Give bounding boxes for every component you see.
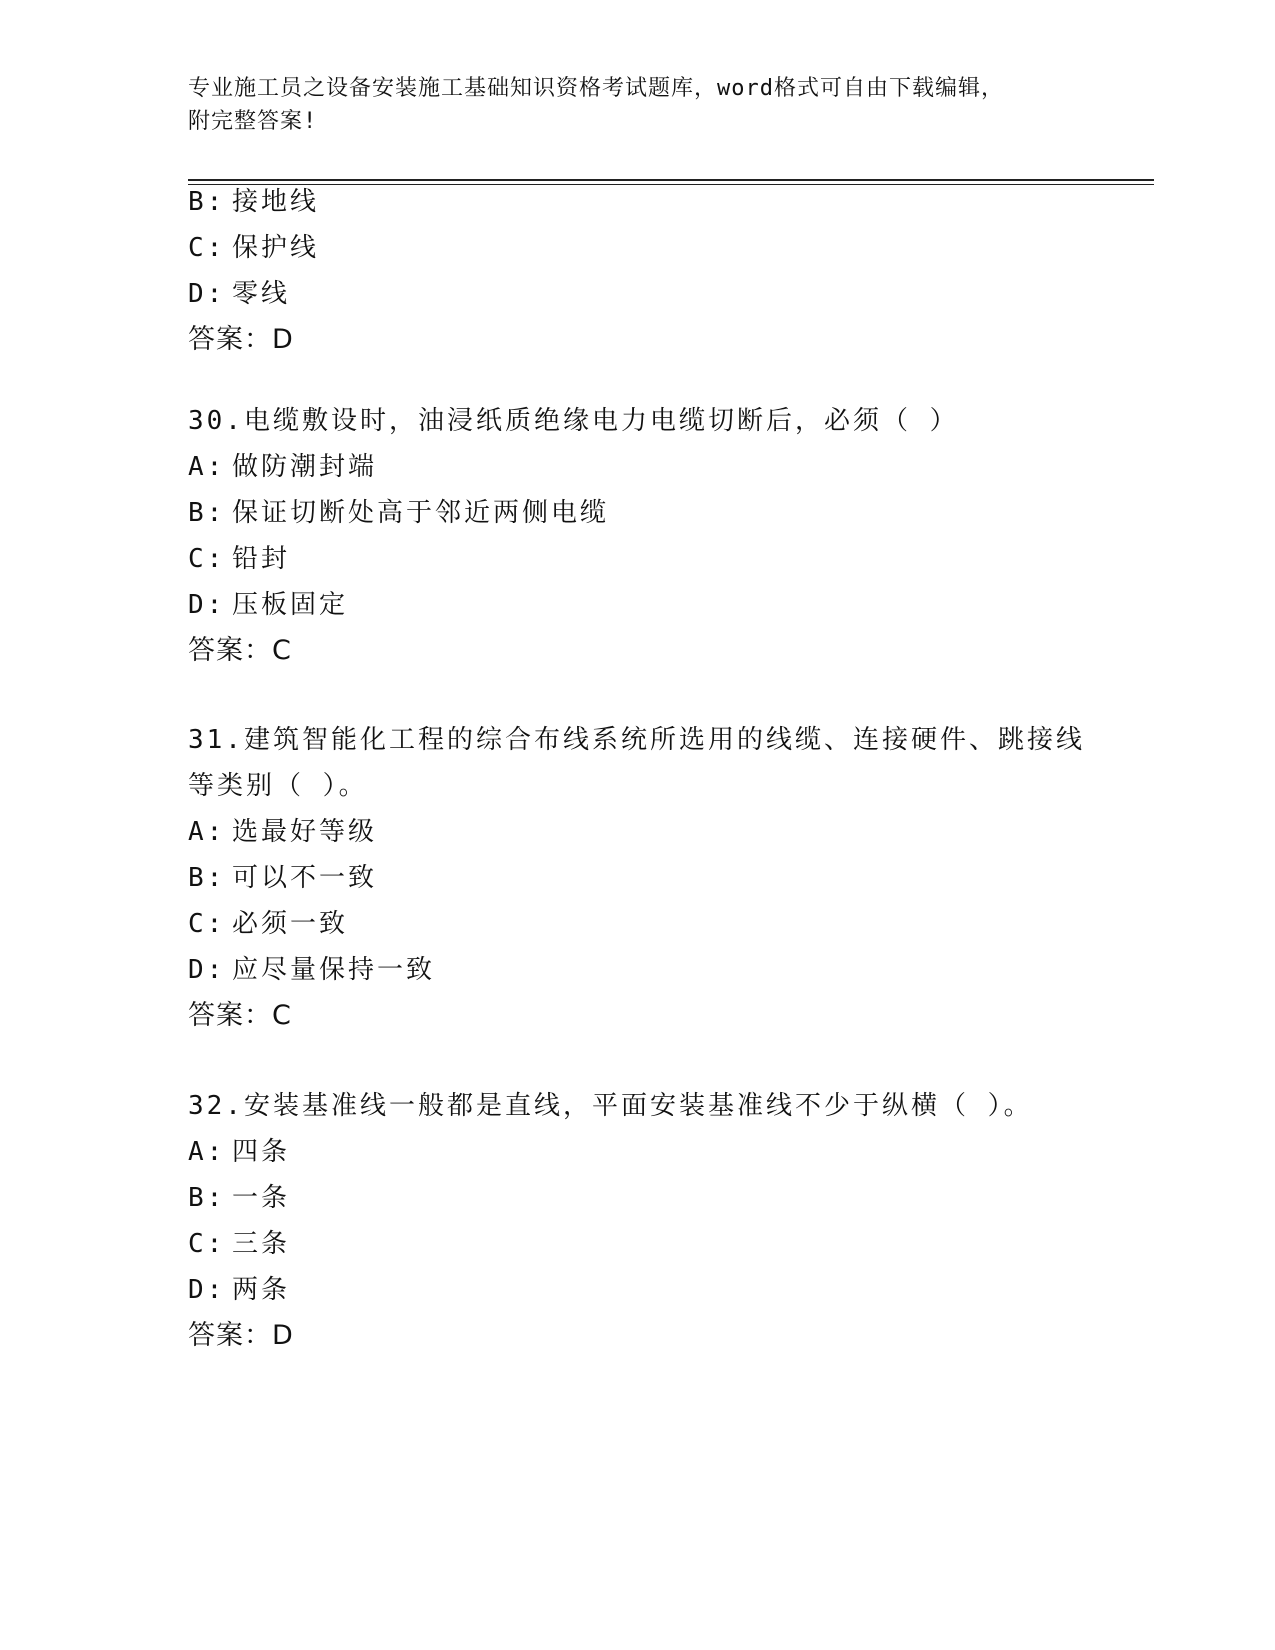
- option-b: [188, 1175, 1128, 1221]
- question-30-block: [188, 398, 1128, 674]
- option-text: 选最好等级: [232, 817, 378, 847]
- document-header: [188, 72, 1068, 138]
- option-letter: C:: [188, 233, 226, 263]
- option-text: 压板固定: [232, 590, 349, 620]
- question-text-continued: 等类别（ ）。: [188, 771, 368, 801]
- option-letter: D:: [188, 1275, 226, 1305]
- option-letter: D:: [188, 279, 226, 309]
- option-c: [188, 225, 1128, 271]
- option-text: 铅封: [232, 544, 291, 574]
- option-letter: A:: [188, 817, 226, 847]
- option-a: [188, 1129, 1128, 1175]
- option-d: [188, 582, 1128, 628]
- option-c: [188, 1221, 1128, 1267]
- option-text: 一条: [232, 1183, 291, 1213]
- header-title-line-2: 附完整答案!: [188, 109, 318, 134]
- option-letter: D:: [188, 955, 226, 985]
- option-letter: A:: [188, 452, 226, 482]
- option-d: [188, 271, 1128, 317]
- option-letter: B:: [188, 498, 226, 528]
- option-a: [188, 809, 1128, 855]
- question-text: 31.建筑智能化工程的综合布线系统所选用的线缆、连接硬件、跳接线: [188, 725, 1085, 755]
- answer-text: 答案：C: [188, 635, 292, 666]
- option-text: 四条: [232, 1137, 291, 1167]
- question-29-block: [188, 179, 1128, 363]
- option-b: [188, 179, 1128, 225]
- question-31-block: [188, 717, 1128, 1039]
- answer-text: 答案：C: [188, 1000, 292, 1031]
- header-title-line-1: 专业施工员之设备安装施工基础知识资格考试题库，word格式可自由下载编辑，: [188, 76, 1004, 101]
- option-b: [188, 490, 1128, 536]
- option-letter: C:: [188, 909, 226, 939]
- option-d: [188, 947, 1128, 993]
- option-text: 接地线: [232, 187, 320, 217]
- option-c: [188, 901, 1128, 947]
- option-b: [188, 855, 1128, 901]
- option-letter: C:: [188, 1229, 226, 1259]
- option-letter: D:: [188, 590, 226, 620]
- question-32-block: [188, 1083, 1128, 1359]
- option-text: 零线: [232, 279, 291, 309]
- option-letter: B:: [188, 187, 226, 217]
- option-text: 必须一致: [232, 909, 349, 939]
- answer-text: 答案：D: [188, 324, 294, 355]
- option-text: 保证切断处高于邻近两侧电缆: [232, 498, 610, 528]
- option-letter: B:: [188, 1183, 226, 1213]
- option-text: 可以不一致: [232, 863, 378, 893]
- option-text: 两条: [232, 1275, 291, 1305]
- question-text: 30.电缆敷设时，油浸纸质绝缘电力电缆切断后，必须（ ）: [188, 406, 959, 436]
- answer-text: 答案：D: [188, 1320, 294, 1351]
- question-text: 32.安装基准线一般都是直线，平面安装基准线不少于纵横（ ）。: [188, 1091, 1033, 1121]
- option-text: 保护线: [232, 233, 320, 263]
- option-letter: C:: [188, 544, 226, 574]
- option-text: 三条: [232, 1229, 291, 1259]
- option-c: [188, 536, 1128, 582]
- option-text: 做防潮封端: [232, 452, 378, 482]
- option-letter: B:: [188, 863, 226, 893]
- option-a: [188, 444, 1128, 490]
- option-text: 应尽量保持一致: [232, 955, 436, 985]
- option-letter: A:: [188, 1137, 226, 1167]
- option-d: [188, 1267, 1128, 1313]
